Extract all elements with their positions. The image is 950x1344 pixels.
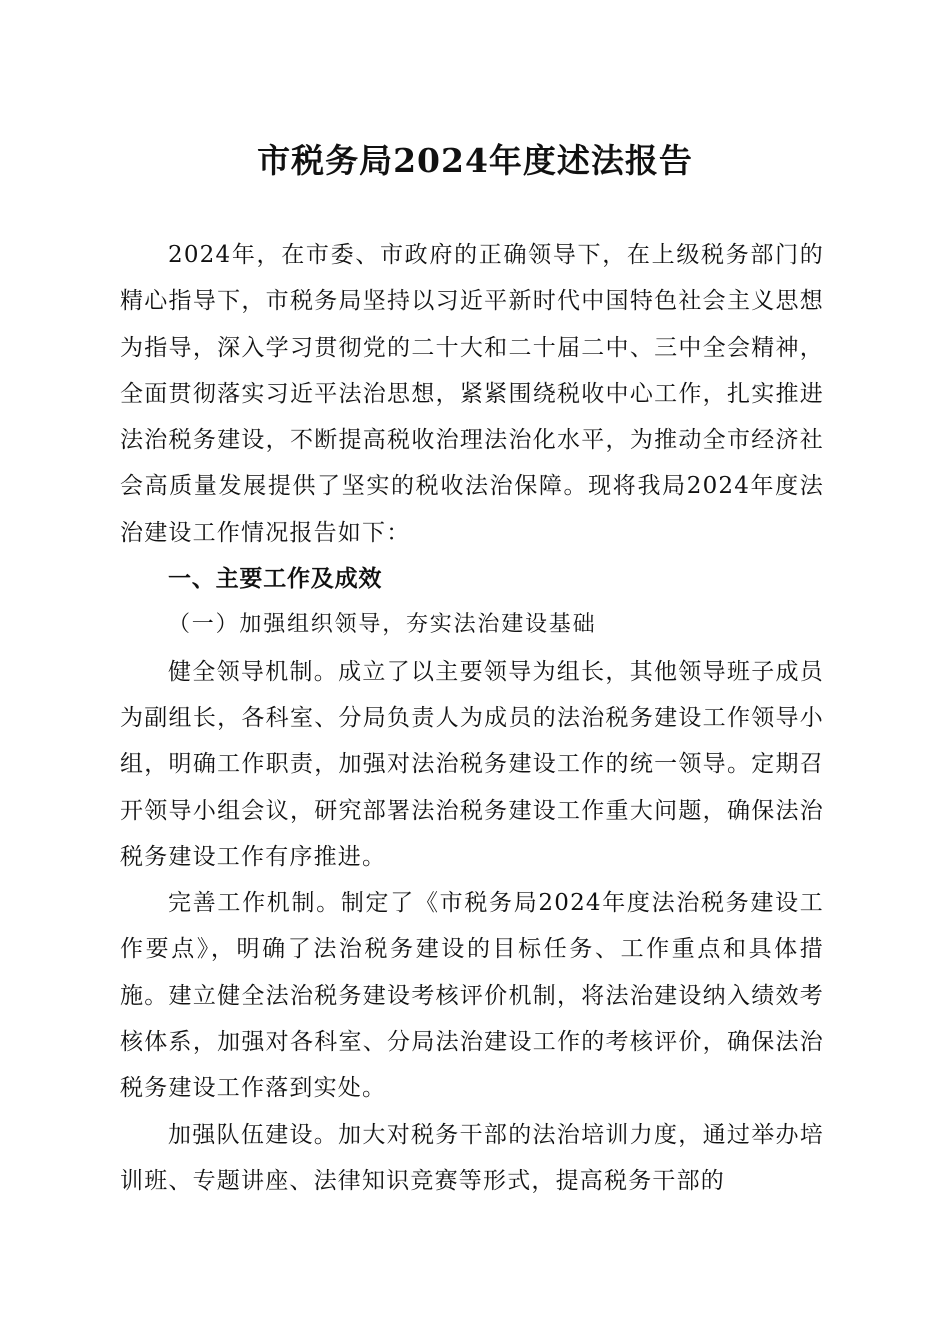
section-heading: 一、主要工作及成效	[168, 566, 383, 593]
paragraph-leadership-mechanism: 健全领导机制。成立了以主要领导为组长，其他领导班子成员为副组长，各科室、分局负责人为成员的法治税务建设工作领导小组，明确工作职责，加强对法治税务建设工作的统一领导。定期召开领导小组会议，研究部署法治税务建设工作重大问题，确保法治税务建设工作有序推进。	[120, 658, 824, 870]
paragraph-team-building: 加强队伍建设。加大对税务干部的法治培训力度，通过举办培训班、专题讲座、法律知识竞赛等形式，提高税务干部的	[120, 1121, 824, 1194]
subsection-heading: （一）加强组织领导，夯实法治建设基础	[168, 612, 597, 638]
document-title: 市税务局2024年度述法报告	[257, 141, 693, 180]
intro-paragraph: 2024年，在市委、市政府的正确领导下，在上级税务部门的精心指导下，市税务局坚持以习近平新时代中国特色社会主义思想为指导，深入学习贯彻党的二十大和二十届二中、三中全会精神，全面贯彻落实习近平法治思想，紧紧围绕税收中心工作，扎实推进法治税务建设，不断提高税收治理法治化水平，为推动全市经济社会高质量发展提供了坚实的税收法治保障。现将我局2024年度法治建设工作情况报告如下：	[120, 242, 824, 546]
paragraph-work-mechanism: 完善工作机制。制定了《市税务局2024年度法治税务建设工作要点》，明确了法治税务建设的目标任务、工作重点和具体措施。建立健全法治税务建设考核评价机制，将法治建设纳入绩效考核体系，加强对各科室、分局法治建设工作的考核评价，确保法治税务建设工作落到实处。	[120, 890, 824, 1102]
document-body	[120, 232, 824, 1204]
